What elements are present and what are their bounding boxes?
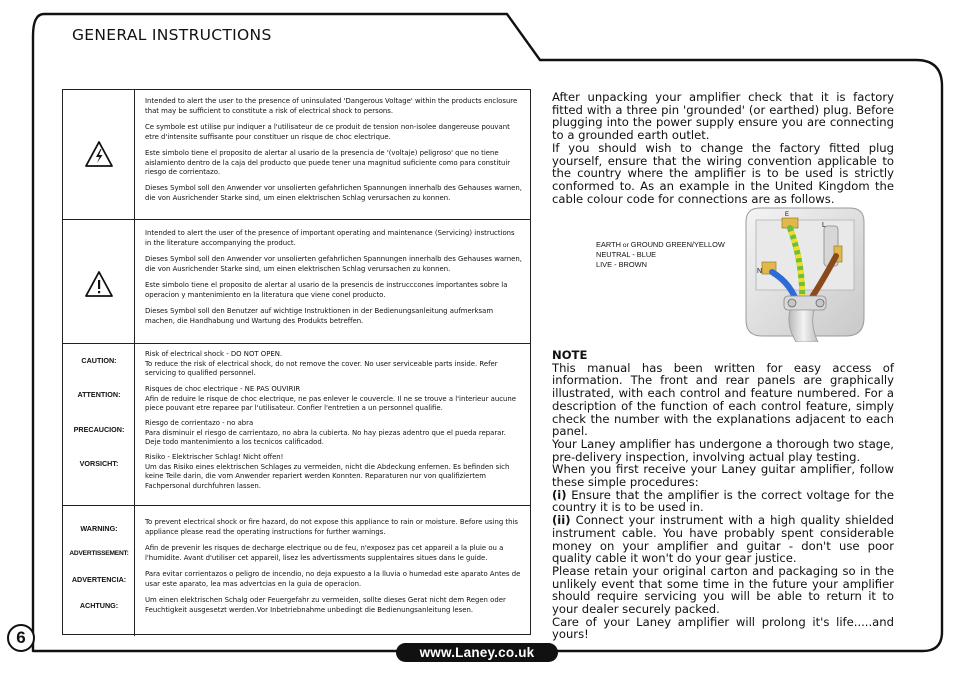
table-paragraph: Um einen elektrischen Schalg oder Feuergefahr zu vermeiden, sollte dieses Gerat nicht dem Regen oder Feuchtigkeit ausgesetzt werden.Vor Inbetriebnahme unbedingt die Bedienungsanleitung lesen.: [145, 596, 506, 614]
table-paragraph: Este simbolo tiene el proposito de alertar al usario de la presencia de '(voltaje) peligroso' que no tiene aislamiento dentro de la caja del producto que puede tener una magnitud suficiente como para constituir riesgo de corrientazo.: [145, 149, 511, 177]
table-row: [63, 344, 530, 506]
note-item-ii: (ii) Connect your instrument with a high quality shielded instrument cable. You have probably spent considerable money on your amplifier and guitar - don't use poor quality cable it won't do your gear justice.: [552, 513, 894, 566]
table-paragraph: Afin de prevenir les risques de decharge electrique ou de feu, n'exposez pas cet appareil a la pluie ou a l'humidite. Avant d'utiliser cet appareil, lisez les advertissments supplentaires situes dans le guide.: [145, 544, 504, 562]
table-paragraph: Risques de choc electrique - NE PAS OUVIRIR Afin de reduire le risque de choc electrique, ne pas enlever le couvercle. Il ne se trouve a l'interieur aucune piece pouvant etre reparee par l'utilisateur. Confier l'entretien a un personnel qualifie.: [145, 385, 517, 413]
table-row: [63, 220, 530, 344]
intro-text: [552, 91, 894, 205]
advertissement-label: ADVERTISSEMENT:: [69, 550, 129, 557]
plug-terminal-l: L: [822, 222, 826, 229]
table-paragraph: Ce symbole est utilise pur indiquer a l'utilisateur de ce produit de tension non-isolee dangereuse pouvant etre d'intensite suffisante pour constituer un risque de choc electrique.: [145, 123, 510, 141]
table-row: [63, 90, 530, 220]
intro-paragraph: After unpacking your amplifier check that it is factory fitted with a three pin 'grounded' (or earthed) plug. Before plugging into the power supply ensure you are connecting to a grounded earth outlet.: [552, 90, 894, 143]
note-paragraph: Care of your Laney amplifier will prolong it's life.....and yours!: [552, 614, 894, 642]
live-label: LIVE - BROWN: [596, 259, 647, 269]
exclamation-triangle-icon: [84, 270, 114, 298]
table-paragraph: Para evitar corrientazos o peligro de incendio, no deja expuesto a la lluvia o humedad este aparato Antes de usar este aparato, lea mas advertcias en la guia de operacion.: [145, 570, 521, 588]
safety-table: [62, 89, 531, 635]
table-paragraph: Intended to alert the user of the presence of important operating and maintenance (Servicing) instructions in the literature accompanying the product.: [145, 229, 515, 247]
precaucion-label: PRECAUCION:: [73, 425, 125, 434]
note-paragraph: When you first receive your Laney guitar amplifier, follow these simple procedures:: [552, 462, 894, 490]
table-row: [63, 506, 530, 636]
note-heading: NOTE: [552, 348, 588, 362]
plug-wiring-diagram: [740, 206, 868, 342]
caution-label: CAUTION:: [81, 356, 117, 365]
table-paragraph: Dieses Symbol soll den Anwender vor unsolierten gefahrlichen Spannungen innerhalb des Gehauses warnen, die von Ausrichender Starke sind, um einen elektrischen Schlag verursachen zu konnen.: [145, 184, 522, 202]
lightning-triangle-icon: [84, 140, 114, 168]
note-item-i: (i) Ensure that the amplifier is the correct voltage for the country it is to be used in.: [552, 487, 894, 515]
note-section: [552, 349, 894, 641]
advertencia-label: ADVERTENCIA:: [71, 575, 127, 584]
page-number: 6: [7, 624, 35, 652]
note-paragraph: Please retain your original carton and packaging so in the unlikely event that some time in the future your amplifier should require servicing you will be able to return it to your dealer securely packed.: [552, 563, 894, 617]
table-paragraph: Risiko - Elektrischer Schlag! Nicht offen! Um das Risiko eines elektrischen Schlages zu vermeiden, nicht die Abdeckung enfernen. Es befinden sich keine Teile darin, die vom Anwender repariert werden Konnten. Reparaturen nur von qualifiziertem Fachpersonal durchfuhren lassen.: [145, 453, 510, 490]
plug-terminal-e: E: [785, 212, 790, 218]
achtung-label: ACHTUNG:: [79, 601, 119, 610]
table-paragraph: To prevent electrical shock or fire hazard, do not expose this appliance to rain or moisture. Before using this appliance please read the operating instructions for further warnings.: [145, 518, 518, 536]
neutral-label: NEUTRAL - BLUE: [596, 250, 657, 260]
table-paragraph: Este simbolo tiene el proposito de alertar al usario de la presencis de instrucccones importantes sobre la operacion y mantenimiento en la literatura que viene conel producto.: [145, 281, 508, 299]
intro-paragraph: If you should wish to change the factory fitted plug yourself, ensure that the wiring convention applicable to the country where the amplifier is to be used is strictly conformed to. As an example in the United Kingdom the cable colour code for connections are as follows.: [552, 140, 894, 206]
table-paragraph: Riesgo de corrientazo - no abra Para disminuir el riesgo de carrientazo, no abra la cubierta. No hay piezas adentro que el pueda reparar. Deje todo mantenimiento a los tecnicos calificadod.: [145, 419, 506, 447]
wiring-legend: [596, 240, 725, 269]
note-paragraph: This manual has been written for easy access of information. The front and rear panels are graphically illustrated, with each control and feature numbered. For a description of the function of each control feature, simply check the number with the explanations adjacent to each panel.: [552, 360, 894, 439]
plug-terminal-n: N: [757, 268, 763, 275]
earth-label: EARTH or GROUND GREEN/YELLOW: [596, 240, 725, 249]
page-title: GENERAL INSTRUCTIONS: [72, 26, 272, 44]
table-paragraph: Dieses Symbol soll den Anwender vor unsolierten gefahrlichen Spannungen innerhalb des Gehauses warnen, die von Ausrichender Starke sind, um einen elektrischen Schlag verursachen zu konnen.: [145, 255, 522, 273]
table-paragraph: Dieses Symbol soll den Benutzer auf wichtige Instruktionen in der Bedienungsanleitung aufmerksam machen, die Handhabung und Wartung des Produkts betreffen.: [145, 307, 494, 325]
warning-label: WARNING:: [80, 524, 118, 533]
vorsicht-label: VORSICHT:: [79, 459, 119, 468]
table-paragraph: Intended to alert the user to the presence of uninsulated 'Dangerous Voltage' within the products enclosure that may be sufficient to constitute a risk of electrical shock to persons.: [145, 97, 518, 115]
website-link[interactable]: www.Laney.co.uk: [396, 643, 558, 662]
table-paragraph: Risk of electrical shock - DO NOT OPEN. To reduce the risk of electrical shock, do not remove the cover. No user serviceable parts inside. Refer servicing to qualified personnel.: [145, 350, 498, 378]
attention-label: ATTENTION:: [77, 390, 121, 399]
note-paragraph: Your Laney amplifier has undergone a thorough two stage, pre-delivery inspection, involving actual play testing.: [552, 436, 894, 464]
